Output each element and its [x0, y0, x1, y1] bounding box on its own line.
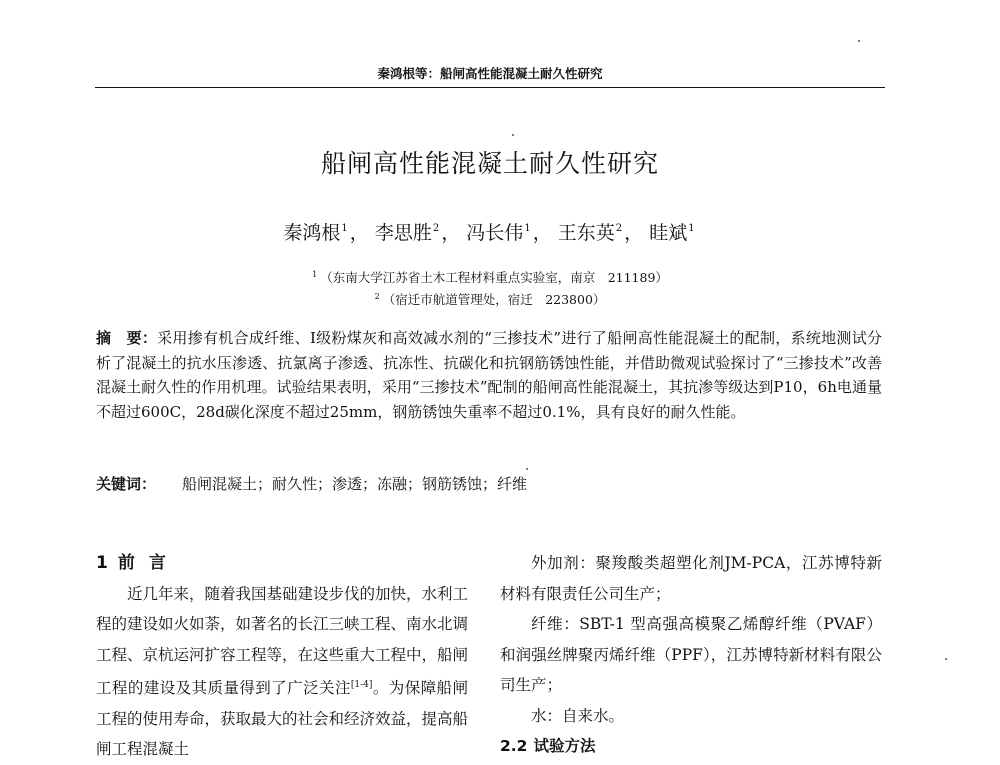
author-affil-mark: 1 — [524, 223, 531, 234]
affiliation — [95, 290, 885, 308]
scan-speck — [945, 658, 947, 660]
affiliation-mark: 1 — [312, 270, 318, 279]
left-column — [96, 548, 468, 765]
citation-ref: [1-4] — [350, 680, 373, 690]
header-rule — [95, 87, 885, 88]
subsection-number: 2.2 — [500, 737, 528, 755]
affiliation-mark: 2 — [374, 292, 380, 301]
right-column — [500, 548, 882, 762]
author-separator: ， — [349, 222, 369, 244]
author-name: 眭斌 — [649, 222, 688, 244]
keywords-label: 关键词： — [96, 475, 157, 493]
scan-speck — [858, 40, 860, 42]
author-separator: ， — [624, 222, 644, 244]
intro-paragraph — [96, 579, 468, 765]
materials-fiber: 纤维：SBT-1 型高强高模聚乙烯醇纤维（PVAF）和润强丝牌聚丙烯纤维（PPF），江苏博特新材料有限公司生产； — [500, 615, 882, 694]
keywords — [96, 473, 882, 494]
materials-admixture: 外加剂：聚羧酸类超塑化剂JM-PCA，江苏博特新材料有限责任公司生产； — [500, 554, 882, 603]
scan-speck — [526, 468, 528, 470]
subsection-heading — [500, 731, 882, 762]
author-separator: ， — [441, 222, 461, 244]
author-list — [95, 218, 885, 245]
author-affil-mark: 2 — [432, 223, 440, 234]
abstract-text: 采用掺有机合成纤维、Ⅰ级粉煤灰和高效减水剂的“三掺技术”进行了船闸高性能混凝土的配制，系统地测试分析了混凝土的抗水压渗透、抗氯离子渗透、抗冻性、抗碳化和抗钢筋锈蚀性能，并借助微观试验探讨了“三掺技术”改善混凝土耐久性的作用机理。试验结果表明，采用“三掺技术”配制的船闸高性能混凝土，其抗渗等级达到P10，6h电通量不超过600C，28d碳化深度不超过25mm，钢筋锈蚀失重率不超过0.1%，具有良好的耐久性能。 — [96, 329, 882, 421]
section-number: 1 — [96, 553, 108, 573]
author-name: 秦鸿根 — [283, 222, 341, 244]
affiliation — [95, 268, 885, 286]
author-affil-mark: 2 — [615, 223, 623, 234]
keywords-text: 船闸混凝土；耐久性；渗透；冻融；钢筋锈蚀；纤维 — [182, 475, 528, 493]
running-header: 秦鸿根等：船闸高性能混凝土耐久性研究 — [377, 66, 603, 81]
intro-text-b: 。为保障船闸工程的使用寿命，获取最大的社会和经济效益，提高船闸工程混凝土 — [96, 679, 469, 758]
intro-text-a: 近几年来，随着我国基础建设步伐的加快，水利工程的建设如火如荼，如著名的长江三峡工程、南水北调工程、京杭运河扩容工程等，在这些重大工程中，船闸工程的建设及其质量得到了广泛关注 — [96, 584, 469, 697]
abstract-label: 摘 要： — [96, 329, 158, 347]
abstract — [96, 326, 882, 424]
affiliation-text: （宿迁市航道管理处，宿迁 223800） — [382, 292, 606, 307]
author-affil-mark: 1 — [341, 223, 348, 234]
author-affil-mark: 1 — [688, 223, 695, 234]
affiliation-text: （东南大学江苏省土木工程材料重点实验室，南京 211189） — [320, 270, 668, 285]
subsection-title: 试验方法 — [533, 737, 596, 755]
materials-water: 水：自来水。 — [531, 706, 625, 725]
author-separator: ， — [532, 222, 552, 244]
scan-speck — [512, 134, 514, 136]
section-title: 前言 — [117, 553, 180, 573]
paper-title: 船闸高性能混凝土耐久性研究 — [320, 149, 659, 178]
author-name: 王东英 — [557, 222, 615, 244]
section-heading — [96, 548, 468, 579]
author-name: 冯长伟 — [466, 222, 524, 244]
author-name: 李思胜 — [374, 222, 432, 244]
